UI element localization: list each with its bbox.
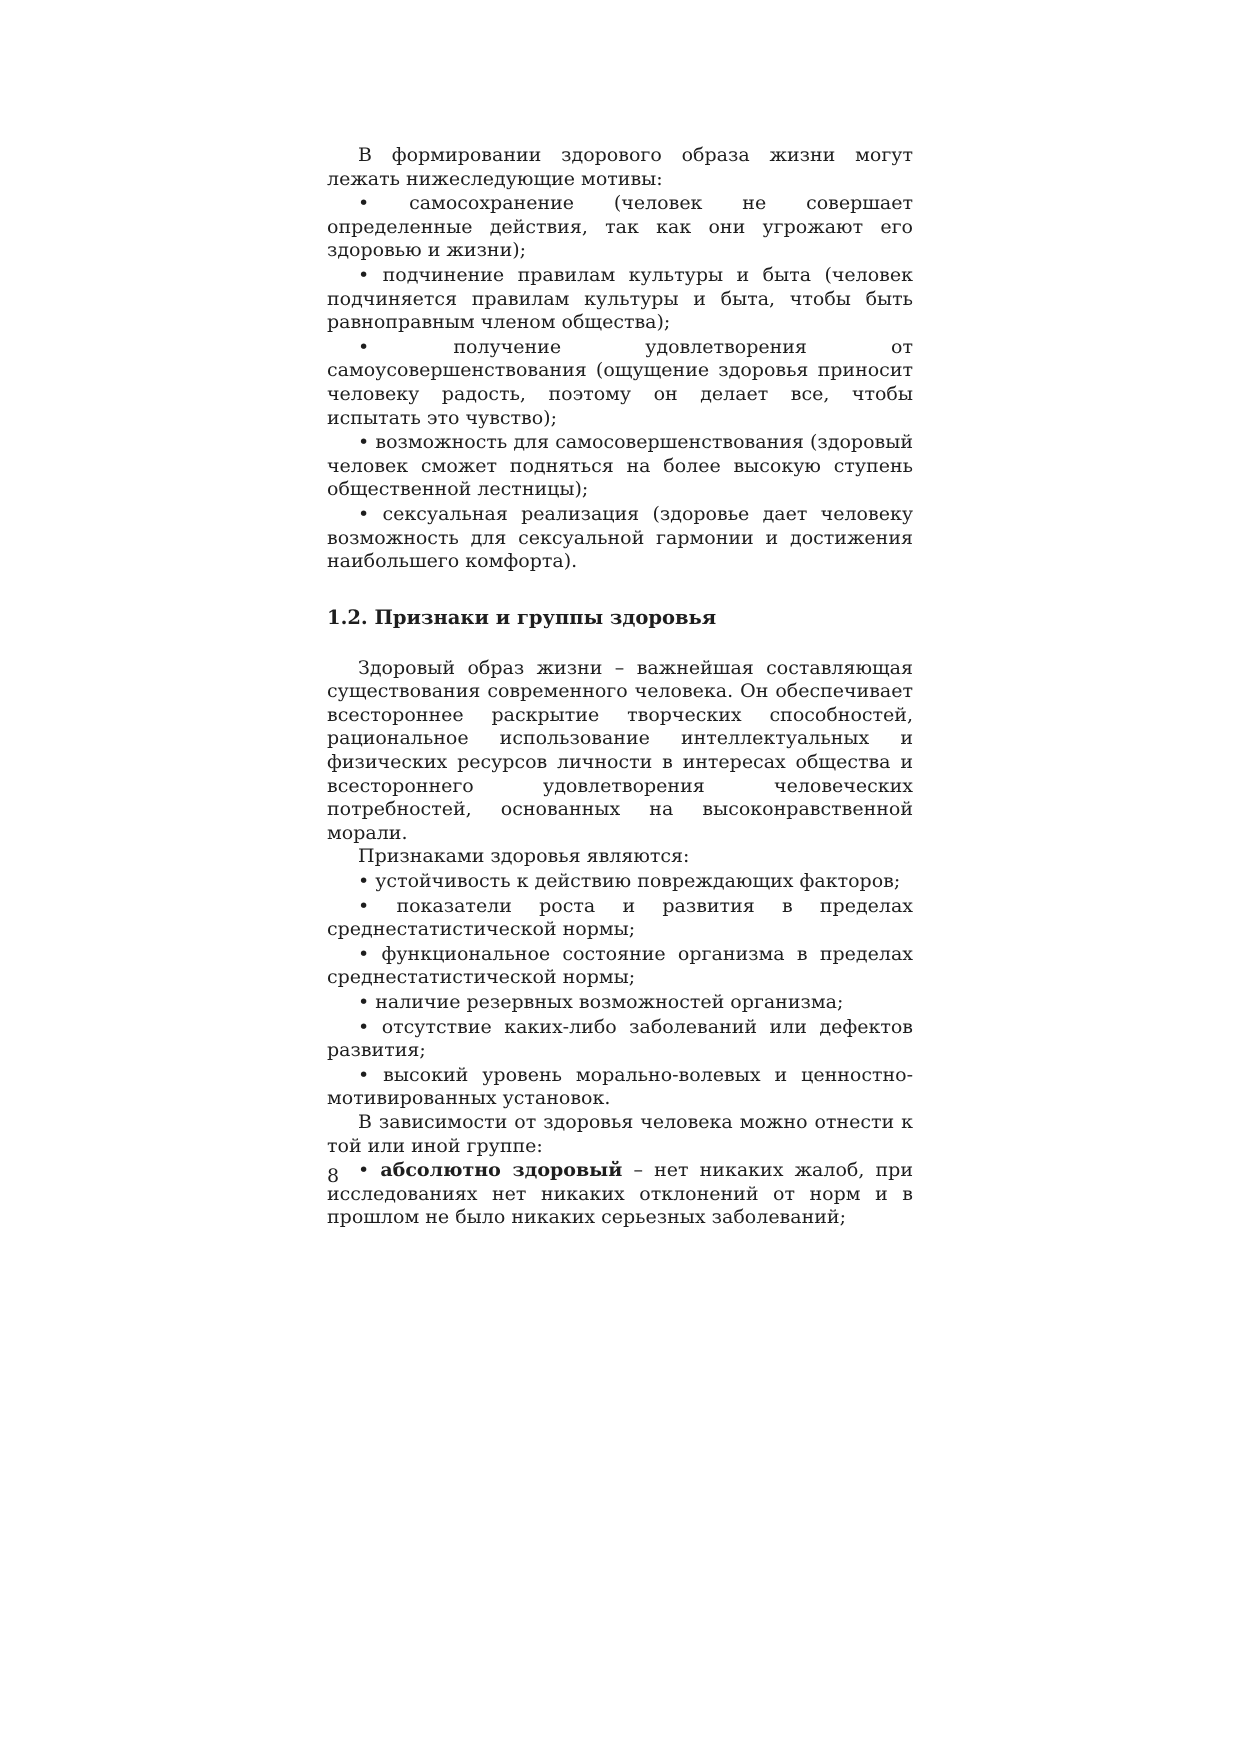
sign-list-item: • устойчивость к действию повреждающих факторов; [327, 870, 913, 894]
section-heading: 1.2. Признаки и группы здоровья [327, 605, 717, 629]
groups-intro: В зависимости от здоровья человека можно отнести к той или иной группе: [327, 1110, 913, 1157]
sign-list-item: • отсутствие каких-либо заболеваний или дефектов развития; [327, 1016, 913, 1063]
section-paragraph: Здоровый образ жизни – важнейшая составляющая существования современного человека. Он обеспечивает всестороннее раскрытие творческих способностей, рациональное использование интеллектуальных и физических ресурсов личности в интересах общества и всестороннего удовлетворения человеческих потребностей, основанных на высоконравственной морали. [327, 656, 913, 844]
motive-list-item: • подчинение правилам культуры и быта (человек подчиняется правилам культуры и быта, чтобы быть равноправным членом общества); [327, 264, 913, 335]
motive-list-item: • сексуальная реализация (здоровье дает человеку возможность для сексуальной гармонии и достижения наибольшего комфорта). [327, 503, 913, 574]
signs-intro: Признаками здоровья являются: [358, 845, 690, 868]
sign-list-item: • функциональное состояние организма в пределах среднестатистической нормы; [327, 943, 913, 990]
group-list-item [327, 1159, 913, 1230]
sign-list-item: • наличие резервных возможностей организма; [327, 991, 913, 1015]
sign-list-item: • показатели роста и развития в пределах среднестатистической нормы; [327, 895, 913, 942]
group-description: – нет никаких жалоб, при исследованиях нет никаких отклонений от норм и в прошлом не было никаких серьезных заболеваний; [327, 1159, 913, 1229]
sign-list-item: • высокий уровень морально-волевых и ценностно-мотивированных установок. [327, 1064, 913, 1111]
intro-paragraph: В формировании здорового образа жизни могут лежать нижеследующие мотивы: [327, 144, 913, 190]
motive-list-item: • самосохранение (человек не совершает определенные действия, так как они угрожают его здоровью и жизни); [327, 192, 913, 263]
group-term: абсолютно здоровый [380, 1159, 623, 1182]
page-number: 8 [327, 1165, 340, 1187]
motive-list-item: • получение удовлетворения от самоусовершенствования (ощущение здоровья приносит человеку радость, поэтому он делает все, чтобы испытать это чувство); [327, 336, 913, 430]
motive-list-item: • возможность для самосовершенствования (здоровый человек сможет подняться на более высокую ступень общественной лестницы); [327, 431, 913, 502]
page-text-block [327, 144, 913, 1230]
